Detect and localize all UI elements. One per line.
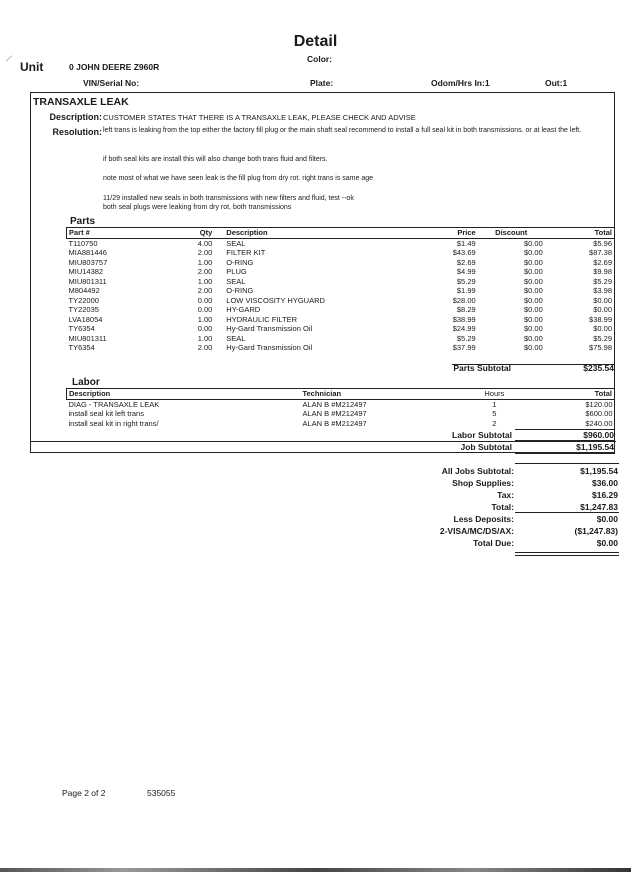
parts-row (67, 277, 615, 287)
labor-cell-hours: 1 (492, 399, 497, 409)
job-subtotal-rule (30, 441, 616, 442)
totals-double-rule-2 (515, 555, 619, 556)
labor-header-row (67, 389, 615, 400)
labor-table (66, 388, 615, 428)
odom-label: Odom/Hrs In:1 (431, 78, 490, 88)
parts-cell-total: $87.38 (557, 248, 615, 258)
totals-value: $0.00 (596, 514, 618, 524)
parts-cell-qty: 4.00 (197, 238, 213, 248)
parts-cell-total: $9.98 (557, 267, 615, 277)
parts-cell-total: $0.00 (557, 324, 615, 334)
parts-cell-price: $4.99 (456, 267, 476, 276)
parts-cell-price: $1.99 (456, 286, 476, 295)
page-title: Detail (293, 33, 338, 50)
labor-cell-desc: install seal kit in right trans/ (68, 418, 159, 428)
parts-cell-price: $5.29 (456, 333, 476, 343)
document-number: 535055 (147, 788, 176, 798)
totals-label: Tax: (497, 490, 514, 500)
parts-cell-part: MIU803757 (68, 257, 108, 267)
parts-row (67, 315, 615, 325)
parts-cell-qty: 1.00 (197, 314, 213, 324)
parts-header-row (67, 228, 615, 239)
parts-cell-discount: $0.00 (523, 257, 543, 267)
parts-cell-desc: O-RING (226, 286, 254, 295)
parts-cell-part: TY6354 (68, 343, 95, 352)
totals-label: Total Due: (473, 538, 514, 548)
parts-cell-total: $0.00 (557, 296, 615, 306)
col-description: Description (226, 228, 268, 237)
parts-cell-price: $28.00 (452, 295, 476, 305)
totals-label: Less Deposits: (453, 514, 514, 524)
unit-label: Unit (20, 60, 44, 74)
parts-cell-qty: 2.00 (197, 267, 213, 276)
parts-row (67, 267, 615, 277)
vin-label: VIN/Serial No: (83, 78, 140, 88)
labor-cell-tech: ALAN B #M212497 (302, 409, 367, 418)
col-discount: Discount (495, 228, 528, 237)
col-price: Price (457, 228, 476, 237)
labor-cell-hours: 5 (492, 409, 497, 418)
labor-cell-tech: ALAN B #M212497 (302, 418, 367, 428)
parts-cell-total: $2.69 (557, 258, 615, 268)
labor-cell-tech: ALAN B #M212497 (302, 399, 367, 409)
totals-top-rule (515, 463, 619, 464)
pen-mark (6, 55, 12, 61)
parts-cell-part: MIU14382 (68, 267, 104, 276)
parts-cell-total: $5.29 (557, 277, 615, 287)
parts-cell-desc: Hy-Gard Transmission Oil (226, 343, 313, 352)
totals-value: $36.00 (592, 478, 618, 488)
note-line: if both seal kits are install this will also change both trans fluid and filters. (103, 156, 328, 163)
col-hours: Hours (484, 389, 505, 398)
parts-cell-total: $75.98 (557, 343, 615, 353)
parts-row (67, 286, 615, 296)
labor-cell-total: $600.00 (585, 409, 613, 418)
parts-cell-qty: 1.00 (197, 333, 213, 343)
totals-label: All Jobs Subtotal: (441, 466, 514, 476)
parts-cell-part: TY6354 (68, 324, 95, 333)
parts-cell-part: LVA18054 (68, 314, 103, 324)
parts-cell-qty: 2.00 (197, 343, 213, 352)
parts-cell-part: M804492 (68, 286, 100, 295)
parts-cell-discount: $0.00 (523, 295, 543, 305)
parts-cell-part: MIA881446 (68, 248, 107, 257)
parts-cell-total: $5.29 (557, 334, 615, 344)
parts-row (67, 305, 615, 315)
parts-title: Parts (70, 216, 96, 227)
col-total: Total (557, 228, 615, 239)
parts-cell-desc: Hy-Gard Transmission Oil (226, 324, 313, 333)
page-number: Page 2 of 2 (62, 788, 106, 798)
parts-cell-price: $5.29 (456, 276, 476, 286)
parts-cell-discount: $0.00 (523, 286, 543, 295)
parts-cell-discount: $0.00 (523, 343, 543, 352)
note-line: note most of what we have seen leak is the fill plug from dry rot. right trans is same age (103, 175, 374, 182)
parts-cell-desc: FILTER KIT (226, 248, 266, 257)
out-label: Out:1 (545, 78, 568, 88)
parts-cell-desc: LOW VISCOSITY HYGUARD (226, 295, 325, 305)
parts-cell-qty: 2.00 (197, 286, 213, 295)
resolution-label: Resolution: (52, 127, 102, 137)
resolution-text: left trans is leaking from the top either the factory fill plug or the main shaft seal recommend to install a full seal kit in both transmissions. or at least the left. (103, 127, 582, 134)
labor-cell-desc: DIAG - TRANSAXLE LEAK (68, 399, 160, 409)
job-subtotal-value: $1,195.54 (576, 442, 614, 452)
parts-row (67, 258, 615, 268)
totals-label: Total: (491, 502, 514, 512)
parts-cell-discount: $0.00 (523, 267, 543, 276)
labor-row (67, 399, 615, 409)
parts-cell-desc: SEAL (226, 333, 246, 343)
labor-title: Labor (72, 377, 100, 388)
totals-label: Shop Supplies: (452, 478, 514, 488)
parts-cell-total: $0.00 (557, 305, 615, 315)
labor-cell-total: $120.00 (585, 399, 613, 409)
parts-cell-qty: 2.00 (197, 248, 213, 257)
labor-cell-total: $240.00 (585, 418, 613, 428)
note-line: both seal plugs were leaking from dry rot, both transmissions (103, 204, 292, 211)
color-label: Color: (307, 54, 333, 64)
parts-cell-part: TY22035 (68, 305, 99, 314)
totals-value: $1,195.54 (580, 466, 618, 476)
parts-row (67, 238, 615, 248)
parts-subtotal-value: $235.54 (583, 363, 614, 373)
note-line: 11/29 installed new seals in both transmissions with new filters and fluid, test --ok (103, 195, 354, 202)
parts-cell-discount: $0.00 (523, 276, 543, 286)
col-labor-description: Description (69, 389, 111, 398)
col-technician: Technician (302, 389, 342, 398)
parts-body (67, 238, 615, 353)
parts-cell-price: $8.29 (456, 305, 476, 314)
parts-cell-discount: $0.00 (523, 248, 543, 257)
col-qty: Qty (199, 228, 213, 237)
totals-label: 2-VISA/MC/DS/AX: (439, 526, 514, 536)
parts-cell-part: MIU801311 (68, 276, 107, 286)
totals-mid-rule (515, 512, 619, 513)
parts-cell-total: $38.99 (557, 315, 615, 325)
labor-cell-desc: install seal kit left trans (68, 409, 144, 418)
parts-table (66, 227, 615, 353)
parts-row (67, 334, 615, 344)
parts-cell-price: $43.69 (452, 248, 476, 257)
parts-cell-desc: SEAL (226, 276, 246, 286)
parts-cell-part: T110750 (68, 238, 98, 248)
labor-row (67, 419, 615, 429)
totals-double-rule-1 (515, 552, 619, 553)
parts-cell-price: $38.99 (452, 314, 476, 324)
parts-cell-desc: HYDRAULIC FILTER (226, 314, 298, 324)
parts-cell-part: MIU801311 (68, 333, 107, 343)
parts-cell-total: $5.96 (557, 238, 615, 248)
totals-value: $16.29 (592, 490, 618, 500)
labor-row (67, 409, 615, 419)
unit-name: 0 JOHN DEERE Z960R (69, 62, 160, 72)
parts-cell-qty: 0.00 (197, 324, 213, 333)
parts-cell-discount: $0.00 (523, 324, 543, 333)
parts-cell-total: $3.98 (557, 286, 615, 296)
job-subtotal-underline (515, 453, 615, 454)
parts-cell-qty: 1.00 (197, 276, 213, 286)
parts-cell-price: $1.49 (456, 238, 476, 248)
parts-cell-desc: PLUG (226, 267, 247, 276)
parts-cell-part: TY22000 (68, 295, 99, 305)
parts-cell-discount: $0.00 (523, 333, 543, 343)
labor-subtotal-value: $960.00 (583, 430, 614, 440)
parts-cell-desc: SEAL (226, 238, 246, 248)
plate-label: Plate: (310, 78, 334, 88)
parts-row (67, 296, 615, 306)
parts-cell-desc: HY-GARD (226, 305, 261, 314)
parts-cell-desc: O-RING (226, 257, 254, 267)
scan-edge (0, 868, 631, 872)
job-title: TRANSAXLE LEAK (33, 96, 129, 108)
labor-cell-hours: 2 (492, 418, 497, 428)
description-label: Description: (49, 112, 102, 122)
parts-cell-qty: 0.00 (197, 305, 213, 314)
parts-row (67, 324, 615, 334)
parts-cell-discount: $0.00 (523, 305, 543, 314)
col-labor-total: Total (594, 389, 612, 398)
parts-cell-discount: $0.00 (523, 238, 543, 248)
col-part-number: Part # (69, 228, 90, 237)
parts-row (67, 248, 615, 258)
parts-row (67, 343, 615, 353)
totals-value: $0.00 (596, 538, 618, 548)
labor-body (67, 399, 615, 428)
totals-value: $1,247.83 (580, 502, 618, 512)
parts-cell-price: $2.69 (456, 257, 476, 267)
parts-subtotal-label: Parts Subtotal (453, 363, 511, 373)
parts-cell-price: $24.99 (452, 324, 476, 333)
parts-cell-price: $37.99 (452, 343, 476, 352)
parts-cell-qty: 0.00 (197, 295, 213, 305)
labor-subtotal-label: Labor Subtotal (452, 430, 512, 440)
description-text: CUSTOMER STATES THAT THERE IS A TRANSAXLE LEAK, PLEASE CHECK AND ADVISE (103, 113, 416, 122)
parts-cell-qty: 1.00 (197, 257, 213, 267)
totals-value: ($1,247.83) (574, 526, 618, 536)
parts-cell-discount: $0.00 (523, 314, 543, 324)
job-subtotal-label: Job Subtotal (460, 442, 512, 452)
